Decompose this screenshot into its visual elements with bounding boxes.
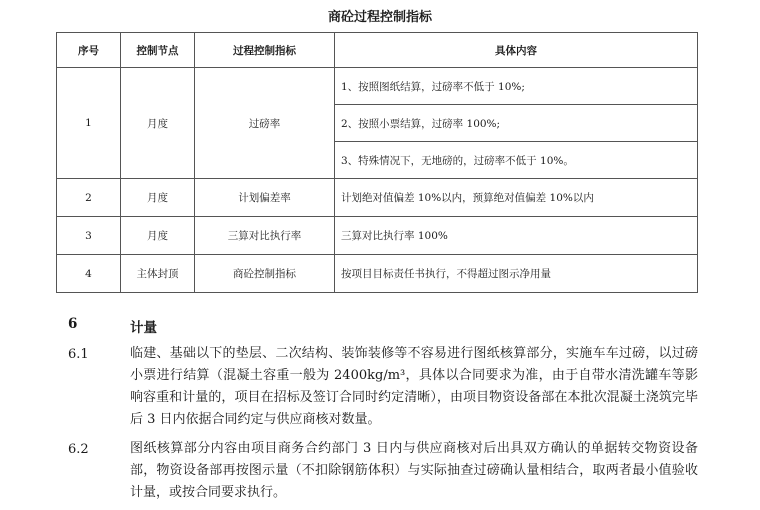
table-title: 商砼过程控制指标 bbox=[327, 10, 432, 25]
cell-no: 2 bbox=[57, 179, 121, 217]
table-row bbox=[57, 68, 698, 105]
header-no: 序号 bbox=[57, 33, 121, 68]
cell-content: 2、按照小票结算，过磅率 100%; bbox=[335, 105, 698, 142]
section-number: 6 bbox=[68, 316, 78, 332]
cell-content: 计划绝对值偏差 10%以内，预算绝对值偏差 10%以内 bbox=[335, 179, 698, 217]
control-indicator-table bbox=[56, 32, 698, 293]
cell-content: 1、按照图纸结算，过磅率不低于 10%; bbox=[335, 68, 698, 105]
header-node: 控制节点 bbox=[121, 33, 195, 68]
cell-no: 1 bbox=[57, 68, 121, 179]
section-title: 计量 bbox=[130, 320, 157, 336]
table-row bbox=[57, 255, 698, 293]
paragraph-number: 6.1 bbox=[68, 347, 89, 362]
header-indicator: 过程控制指标 bbox=[195, 33, 335, 68]
table-row bbox=[57, 179, 698, 217]
table-row bbox=[57, 217, 698, 255]
cell-no: 3 bbox=[57, 217, 121, 255]
table-header-row bbox=[57, 33, 698, 68]
cell-content: 3、特殊情况下，无地磅的，过磅率不低于 10%。 bbox=[335, 142, 698, 179]
cell-content: 三算对比执行率 100% bbox=[335, 217, 698, 255]
cell-indicator: 计划偏差率 bbox=[195, 179, 335, 217]
paragraph-text: 临建、基础以下的垫层、二次结构、装饰装修等不容易进行图纸核算部分，实施车车过磅，以过磅小票进行结算（混凝土容重一般为 2400kg/m³，具体以合同要求为准，由于自带水清洗罐车等影响容重和计量的，项目在招标及签订合同时约定清晰），由项目物资设备部在本批次混凝土浇筑完毕后 3 日内依据合同约定与供应商核对数量。 bbox=[130, 346, 698, 427]
header-content: 具体内容 bbox=[335, 33, 698, 68]
cell-node: 月度 bbox=[121, 217, 195, 255]
cell-node: 主体封顶 bbox=[121, 255, 195, 293]
cell-content: 按项目目标责任书执行，不得超过图示净用量 bbox=[335, 255, 698, 293]
cell-node: 月度 bbox=[121, 68, 195, 179]
paragraph-number: 6.2 bbox=[68, 442, 89, 457]
paragraph-text: 图纸核算部分内容由项目商务合约部门 3 日内与供应商核对后出具双方确认的单据转交物资设备部，物资设备部再按图示量（不扣除钢筋体积）与实际抽查过磅确认量相结合，取两者最小值验收计量，或按合同要求执行。 bbox=[130, 441, 698, 500]
cell-no: 4 bbox=[57, 255, 121, 293]
cell-indicator: 过磅率 bbox=[195, 68, 335, 179]
cell-indicator: 商砼控制指标 bbox=[195, 255, 335, 293]
cell-indicator: 三算对比执行率 bbox=[195, 217, 335, 255]
cell-node: 月度 bbox=[121, 179, 195, 217]
